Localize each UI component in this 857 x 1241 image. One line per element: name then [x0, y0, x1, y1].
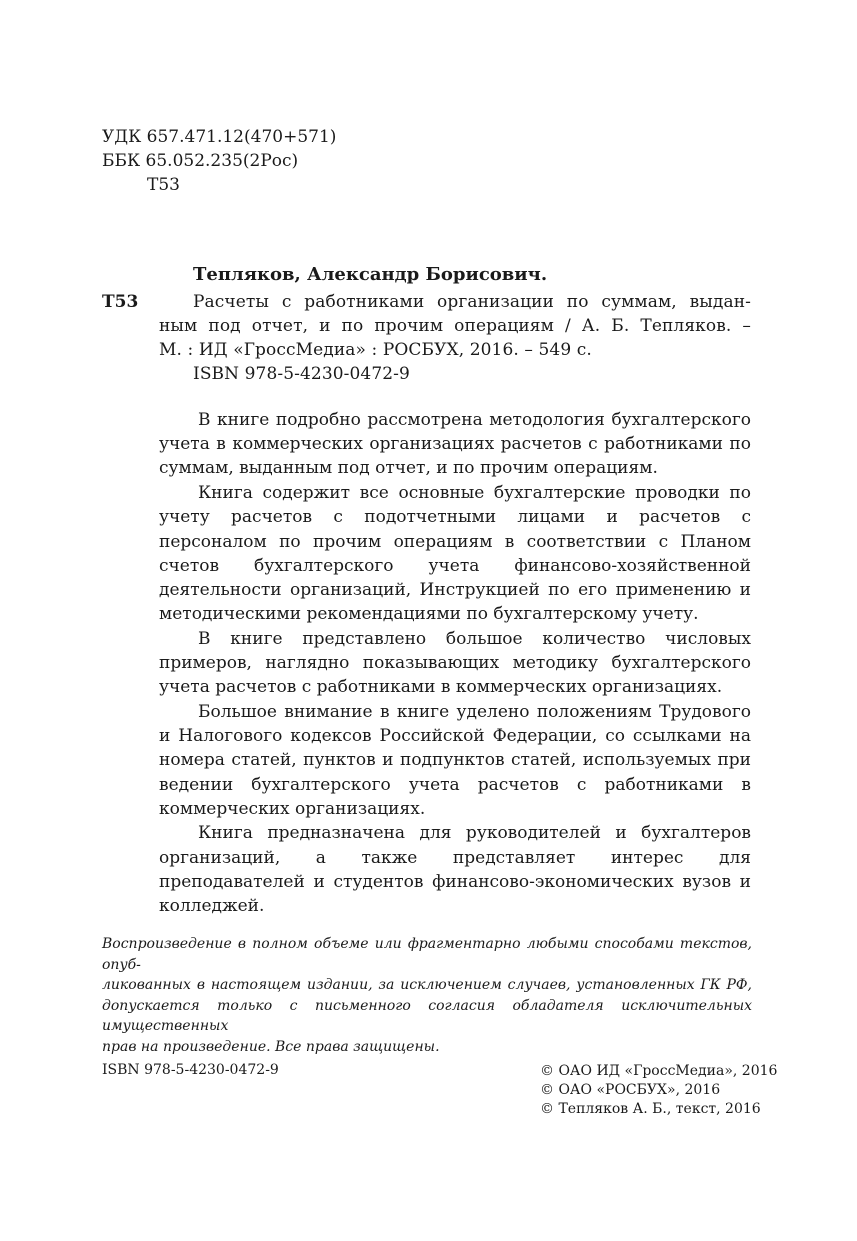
copyright-notice: [102, 934, 752, 1057]
notice-line: Воспроизведение в полном объеме или фрагментарно любыми способами текстов, опуб-: [102, 936, 752, 973]
footer-isbn: ISBN 978-5-4230-0472-9: [102, 1062, 279, 1078]
udk-code: УДК 657.471.12(470+571): [102, 127, 337, 147]
author-mark-bold: Т53: [102, 292, 139, 312]
annotation: [159, 408, 751, 918]
annotation-paragraph: В книге подробно рассмотрена методология бухгалтерского учета в коммерческих организациях расчетов с работниками по суммам, выданным под отчет, и по прочим операциям.: [159, 410, 751, 479]
notice-line: прав на произведение. Все права защищены.: [102, 1038, 440, 1055]
author-name: Тепляков, Александр Борисович.: [193, 264, 548, 285]
biblio-line: ным под отчет, и по прочим операциям / А. Б. Тепляков. –: [159, 316, 751, 336]
notice-line: ликованных в настоящем издании, за исключением случаев, установленных ГК РФ,: [102, 977, 752, 993]
annotation-paragraph: Книга содержит все основные бухгалтерские проводки по учету расчетов с подотчетными лицами и расчетов с персоналом по прочим операциям в соответствии с Планом счетов бухгалтерского учета финансово-хозяйственной деятельности организаций, Инструкцией по его применению и методическими рекомендациями по бухгалтерскому учету.: [159, 483, 751, 625]
copyright-list: [540, 1062, 777, 1119]
biblio-isbn: ISBN 978-5-4230-0472-9: [193, 364, 410, 384]
bbk-code: ББК 65.052.235(2Рос): [102, 151, 299, 171]
annotation-paragraph: В книге представлено большое количество числовых примеров, наглядно показывающих методику бухгалтерского учета расчетов с работниками в коммерческих организациях.: [159, 628, 751, 698]
biblio-line: М. : ИД «ГроссМедиа» : РОСБУХ, 2016. – 549 с.: [159, 340, 592, 360]
copyright-line: © ОАО «РОСБУХ», 2016: [540, 1082, 721, 1098]
biblio-line: Расчеты с работниками организации по суммам, выдан-: [193, 292, 751, 312]
annotation-paragraph: Книга предназначена для руководителей и бухгалтеров организаций, а также представляет интерес для преподавателей и студентов финансово-экономических вузов и колледжей.: [159, 823, 751, 917]
copyright-line: © ОАО ИД «ГроссМедиа», 2016: [540, 1063, 778, 1079]
annotation-paragraph: Большое внимание в книге уделено положениям Трудового и Налогового кодексов Российской Федерации, со ссылками на номера статей, пунктов и подпунктов статей, используемых при ведении бухгалтерского учета расчетов с работниками в коммерческих организациях.: [159, 701, 751, 819]
author-mark: Т53: [147, 175, 180, 195]
copyright-line: © Тепляков А. Б., текст, 2016: [540, 1101, 761, 1117]
notice-line: допускается только с письменного согласия обладателя исключительных имущественных: [102, 997, 752, 1034]
